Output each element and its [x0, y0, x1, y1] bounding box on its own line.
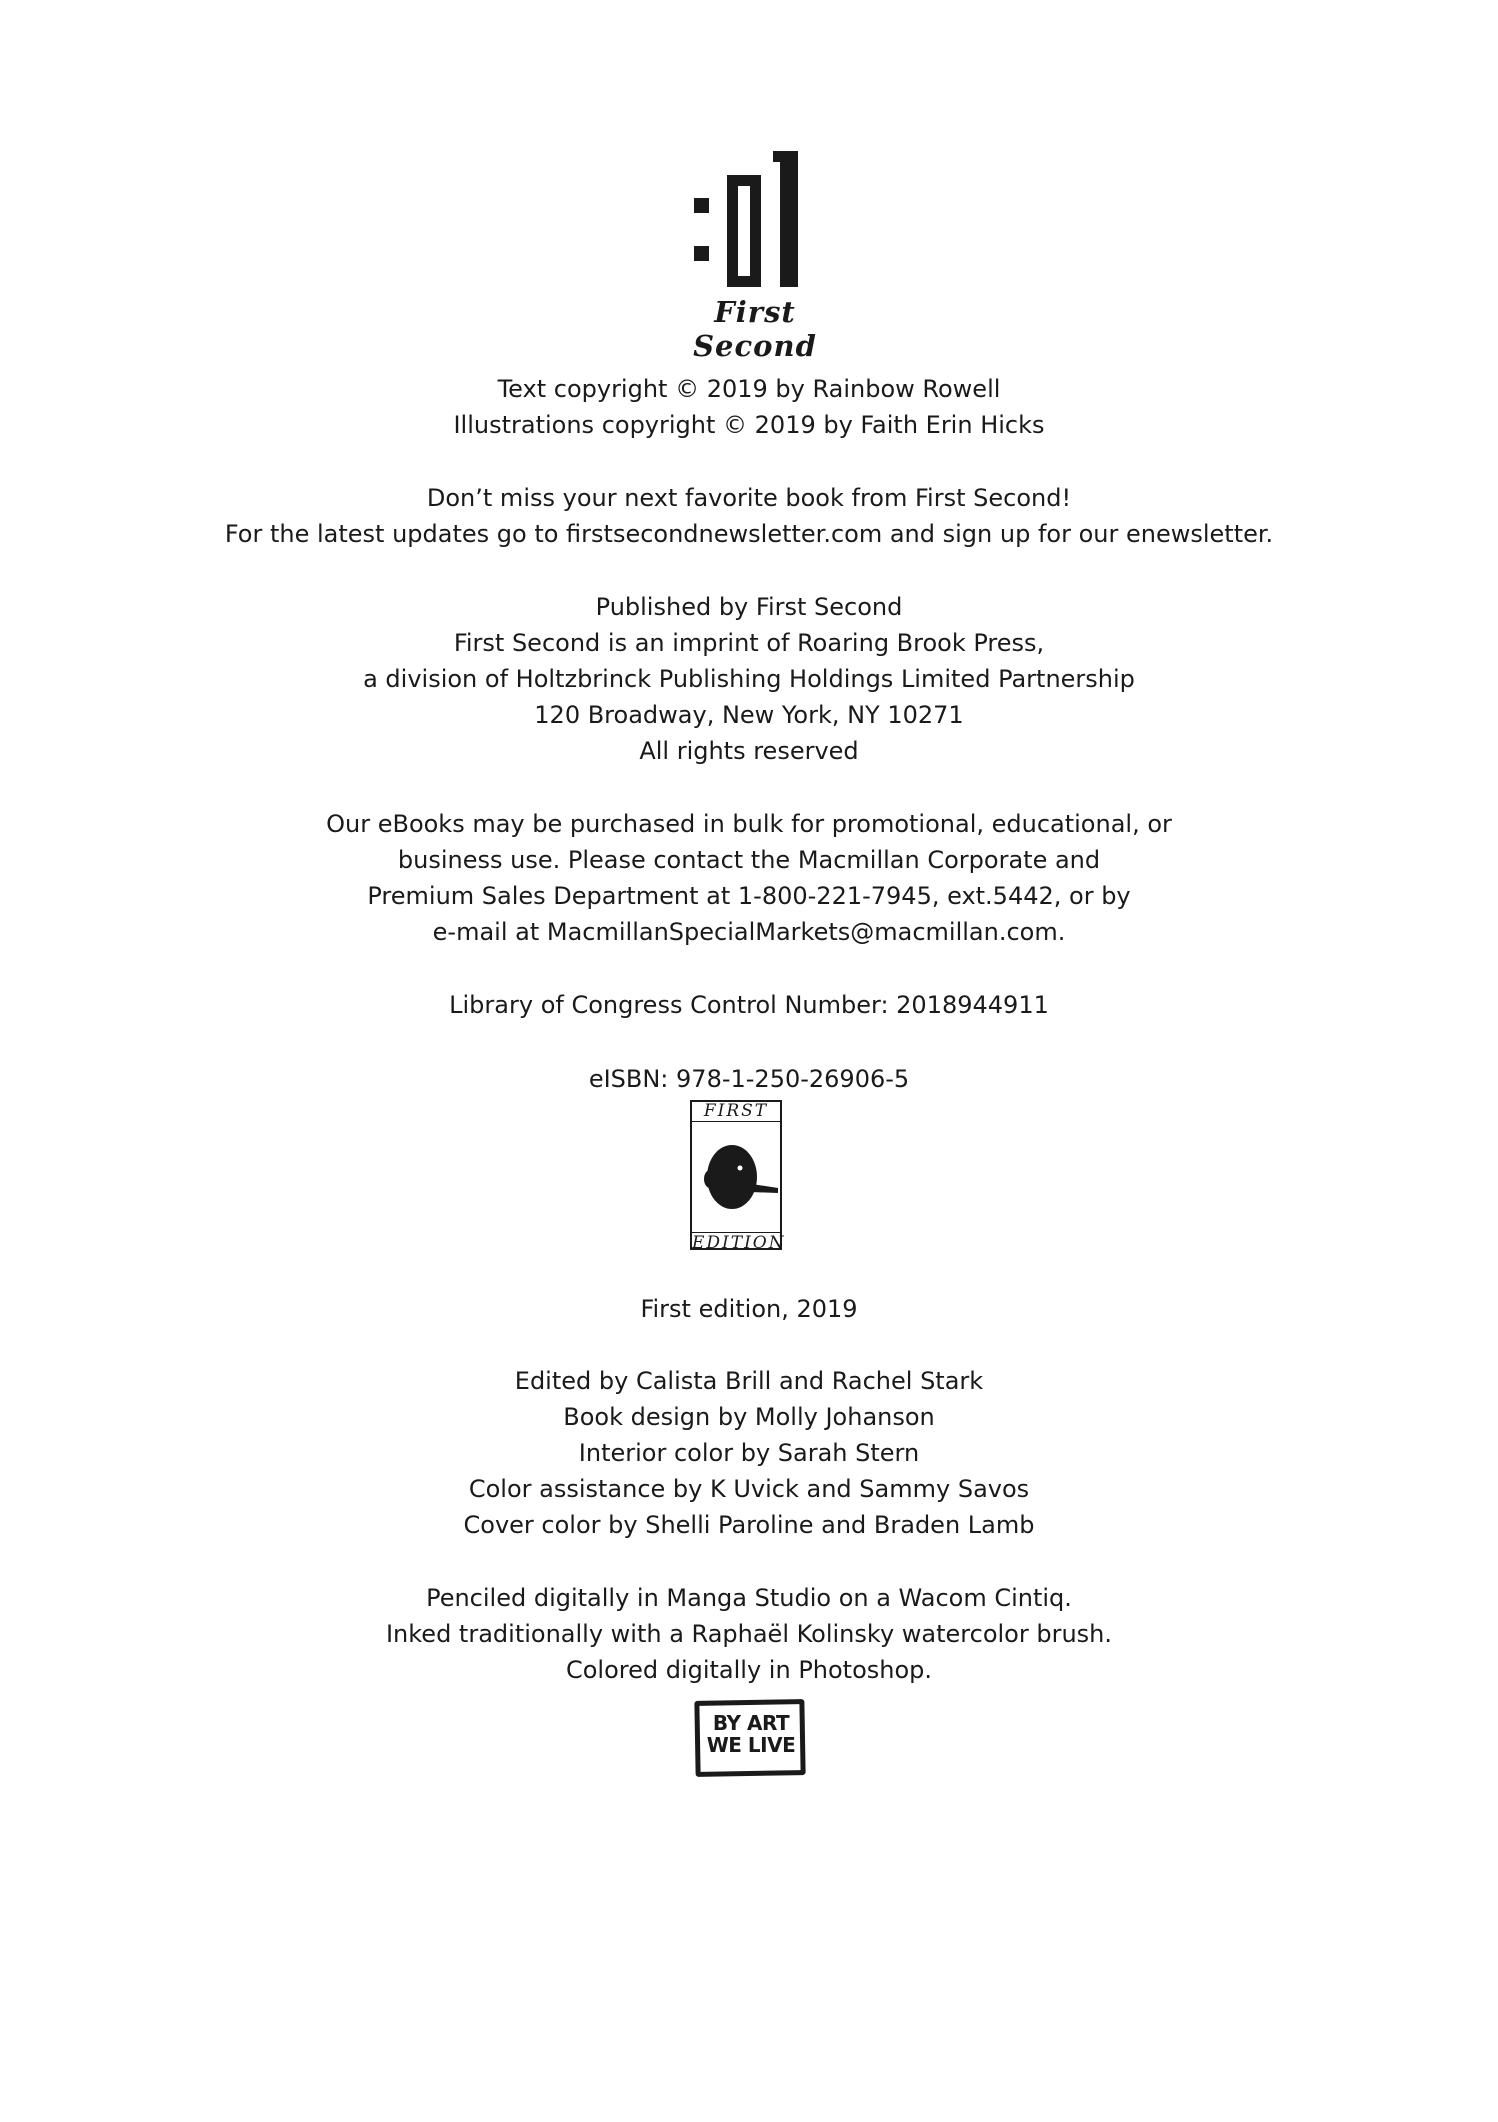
rights-reserved: All rights reserved: [639, 737, 859, 765]
bulk-sales-line: e-mail at MacmillanSpecialMarkets@macmillan.com.: [432, 918, 1066, 946]
first-edition-bottom-label: EDITION: [692, 1233, 786, 1253]
edition-line: First edition, 2019: [640, 1295, 858, 1323]
stamp-line-1: BY ART: [712, 1711, 790, 1735]
bulk-sales-line: Our eBooks may be purchased in bulk for promotional, educational, or: [326, 810, 1172, 838]
colon-zero-one-logo-icon: [670, 145, 840, 290]
copyright-block: [0, 371, 1498, 443]
edition-block: [0, 1291, 1498, 1327]
newsletter-block: [0, 480, 1498, 552]
publisher-line: Published by First Second: [595, 593, 903, 621]
credits-block: [0, 1363, 1498, 1543]
bulk-sales-line: business use. Please contact the Macmillan Corporate and: [397, 846, 1101, 874]
credit-line: Interior color by Sarah Stern: [578, 1439, 920, 1467]
first-second-logo: [670, 145, 840, 363]
text-copyright-line: Text copyright © 2019 by Rainbow Rowell: [497, 375, 1001, 403]
process-line: Inked traditionally with a Raphaël Kolinsky watercolor brush.: [385, 1620, 1113, 1648]
newsletter-line: Don’t miss your next favorite book from First Second!: [426, 484, 1072, 512]
process-block: [0, 1580, 1498, 1688]
eisbn: eISBN: 978-1-250-26906-5: [588, 1065, 910, 1093]
credit-line: Cover color by Shelli Paroline and Braden Lamb: [463, 1511, 1035, 1539]
first-edition-badge: [690, 1100, 786, 1254]
publisher-line: First Second is an imprint of Roaring Brook Press,: [453, 629, 1045, 657]
long-nose-head-icon: [694, 1130, 780, 1224]
process-line: Colored digitally in Photoshop.: [565, 1656, 933, 1684]
stamp-line-2: WE LIVE: [706, 1733, 796, 1757]
publisher-address: 120 Broadway, New York, NY 10271: [534, 701, 964, 729]
publisher-info-block: [0, 589, 1498, 769]
first-edition-top-label: FIRST: [692, 1101, 780, 1122]
lccn: Library of Congress Control Number: 2018944911: [449, 991, 1049, 1019]
bulk-sales-block: [0, 806, 1498, 950]
bulk-sales-line: Premium Sales Department at 1-800-221-7945, ext.5442, or by: [367, 882, 1131, 910]
isbn-block: [0, 1061, 1498, 1097]
lccn-block: [0, 987, 1498, 1023]
credit-line: Book design by Molly Johanson: [563, 1403, 935, 1431]
by-art-we-live-stamp: [695, 1700, 809, 1780]
publisher-line: a division of Holtzbrinck Publishing Holdings Limited Partnership: [363, 665, 1135, 693]
newsletter-line: For the latest updates go to firstsecondnewsletter.com and sign up for our enewsletter.: [224, 520, 1274, 548]
logo-wordmark: First Second: [693, 295, 817, 363]
credit-line: Color assistance by K Uvick and Sammy Savos: [468, 1475, 1030, 1503]
process-line: Penciled digitally in Manga Studio on a Wacom Cintiq.: [426, 1584, 1072, 1612]
illustrations-copyright-line: Illustrations copyright © 2019 by Faith Erin Hicks: [453, 411, 1045, 439]
credit-line: Edited by Calista Brill and Rachel Stark: [514, 1367, 984, 1395]
